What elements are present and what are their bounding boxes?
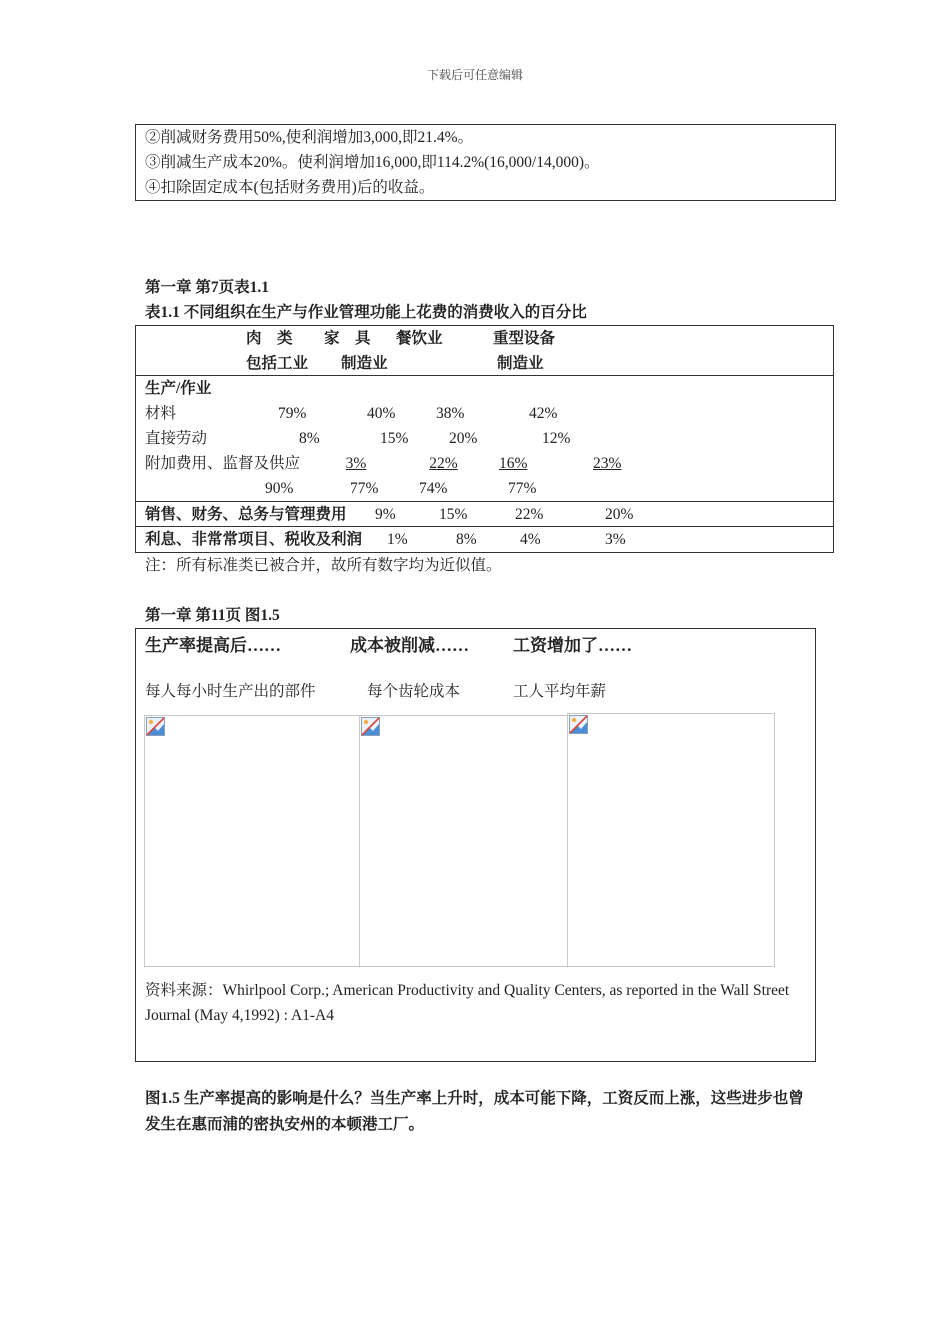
- broken-image-icon: [146, 717, 165, 736]
- column-header-catering: 餐饮业: [396, 330, 443, 347]
- cell-value: 40%: [367, 405, 396, 422]
- cell-value: 4%: [520, 531, 541, 548]
- table-divider: [136, 375, 833, 376]
- figure-subheading-gear-cost: 每个齿轮成本: [367, 683, 461, 700]
- text-line-4: ④扣除固定成本(包括财务费用)后的收益。: [145, 179, 435, 196]
- column-subheader-meat: 包括工业: [246, 355, 309, 372]
- chart-image-placeholder: [144, 715, 361, 967]
- column-header-furniture: 家 具: [324, 330, 371, 347]
- cell-value: 77%: [508, 480, 537, 497]
- figure-heading-productivity: 生产率提高后……: [145, 636, 281, 655]
- cell-value: 15%: [439, 506, 468, 523]
- cell-value: 42%: [529, 405, 558, 422]
- cell-value: 38%: [436, 405, 465, 422]
- cell-value: 22%: [429, 455, 458, 472]
- table-note: 注：所有标准类已被合并，故所有数字均为近似值。: [145, 557, 502, 574]
- row-label-sales: 销售、财务、总务与管理费用: [145, 506, 347, 523]
- figure-heading-wages: 工资增加了……: [513, 636, 632, 655]
- broken-image-icon: [361, 717, 380, 736]
- page-header: 下载后可任意编辑: [426, 68, 523, 82]
- row-label-direct-labor: 直接劳动: [145, 430, 208, 447]
- chart-image-placeholder: [359, 715, 568, 967]
- row-label-interest: 利息、非常常项目、税收及利润: [145, 531, 363, 548]
- cell-value: 90%: [265, 480, 294, 497]
- cell-value: 8%: [299, 430, 320, 447]
- group-label: 生产/作业: [145, 380, 212, 397]
- broken-image-icon: [569, 715, 588, 734]
- column-subheader-heavy-equipment: 制造业: [497, 355, 544, 372]
- cell-value: 16%: [499, 455, 528, 472]
- row-label-overhead: 附加费用、监督及供应: [145, 455, 301, 472]
- cell-value: 23%: [593, 455, 622, 472]
- cell-value: 15%: [380, 430, 409, 447]
- cell-value: 8%: [456, 531, 477, 548]
- column-header-meat: 肉 类: [246, 330, 293, 347]
- cell-value: 9%: [375, 506, 396, 523]
- column-header-heavy-equipment: 重型设备: [493, 330, 556, 347]
- figure-reference: 第一章 第11页 图1.5: [145, 607, 280, 624]
- figure-caption: 图1.5 生产率提高的影响是什么？当生产率上升时，成本可能下降，工资反而上涨，这些进步也曾发生在惠而浦的密执安州的本顿港工厂。: [145, 1090, 804, 1133]
- cell-value: 3%: [605, 531, 626, 548]
- column-subheader-furniture: 制造业: [341, 355, 388, 372]
- cell-value: 77%: [350, 480, 379, 497]
- cell-value: 1%: [387, 531, 408, 548]
- table-title: 表1.1 不同组织在生产与作业管理功能上花费的消费收入的百分比: [145, 304, 587, 321]
- figure-source: 资料来源：Whirlpool Corp.; American Productivity and Quality Centers, as reported in the Wall Street Journal (May 4,1992) : A1-A4: [145, 982, 790, 1024]
- figure-heading-cost: 成本被削减……: [350, 636, 469, 655]
- figure-box: [135, 628, 816, 1062]
- cell-value: 79%: [278, 405, 307, 422]
- cell-value: 74%: [419, 480, 448, 497]
- cell-value: 20%: [449, 430, 478, 447]
- table-reference: 第一章 第7页表1.1: [145, 279, 270, 296]
- chart-image-placeholder: [567, 713, 775, 967]
- cell-value: 3%: [345, 455, 367, 472]
- figure-subheading-salary: 工人平均年薪: [513, 683, 607, 700]
- cell-value: 20%: [605, 506, 634, 523]
- row-label-materials: 材料: [145, 405, 177, 422]
- cell-value: 12%: [542, 430, 571, 447]
- text-line-2: ②削减财务费用50%,使利润增加3,000,即21.4%。: [145, 129, 474, 146]
- data-table: [135, 325, 834, 553]
- text-line-3: ③削减生产成本20%。使利润增加16,000,即114.2%(16,000/14,000)。: [145, 154, 600, 171]
- top-text-box: [135, 124, 836, 201]
- figure-subheading-parts: 每人每小时生产出的部件: [145, 683, 316, 700]
- cell-value: 22%: [515, 506, 544, 523]
